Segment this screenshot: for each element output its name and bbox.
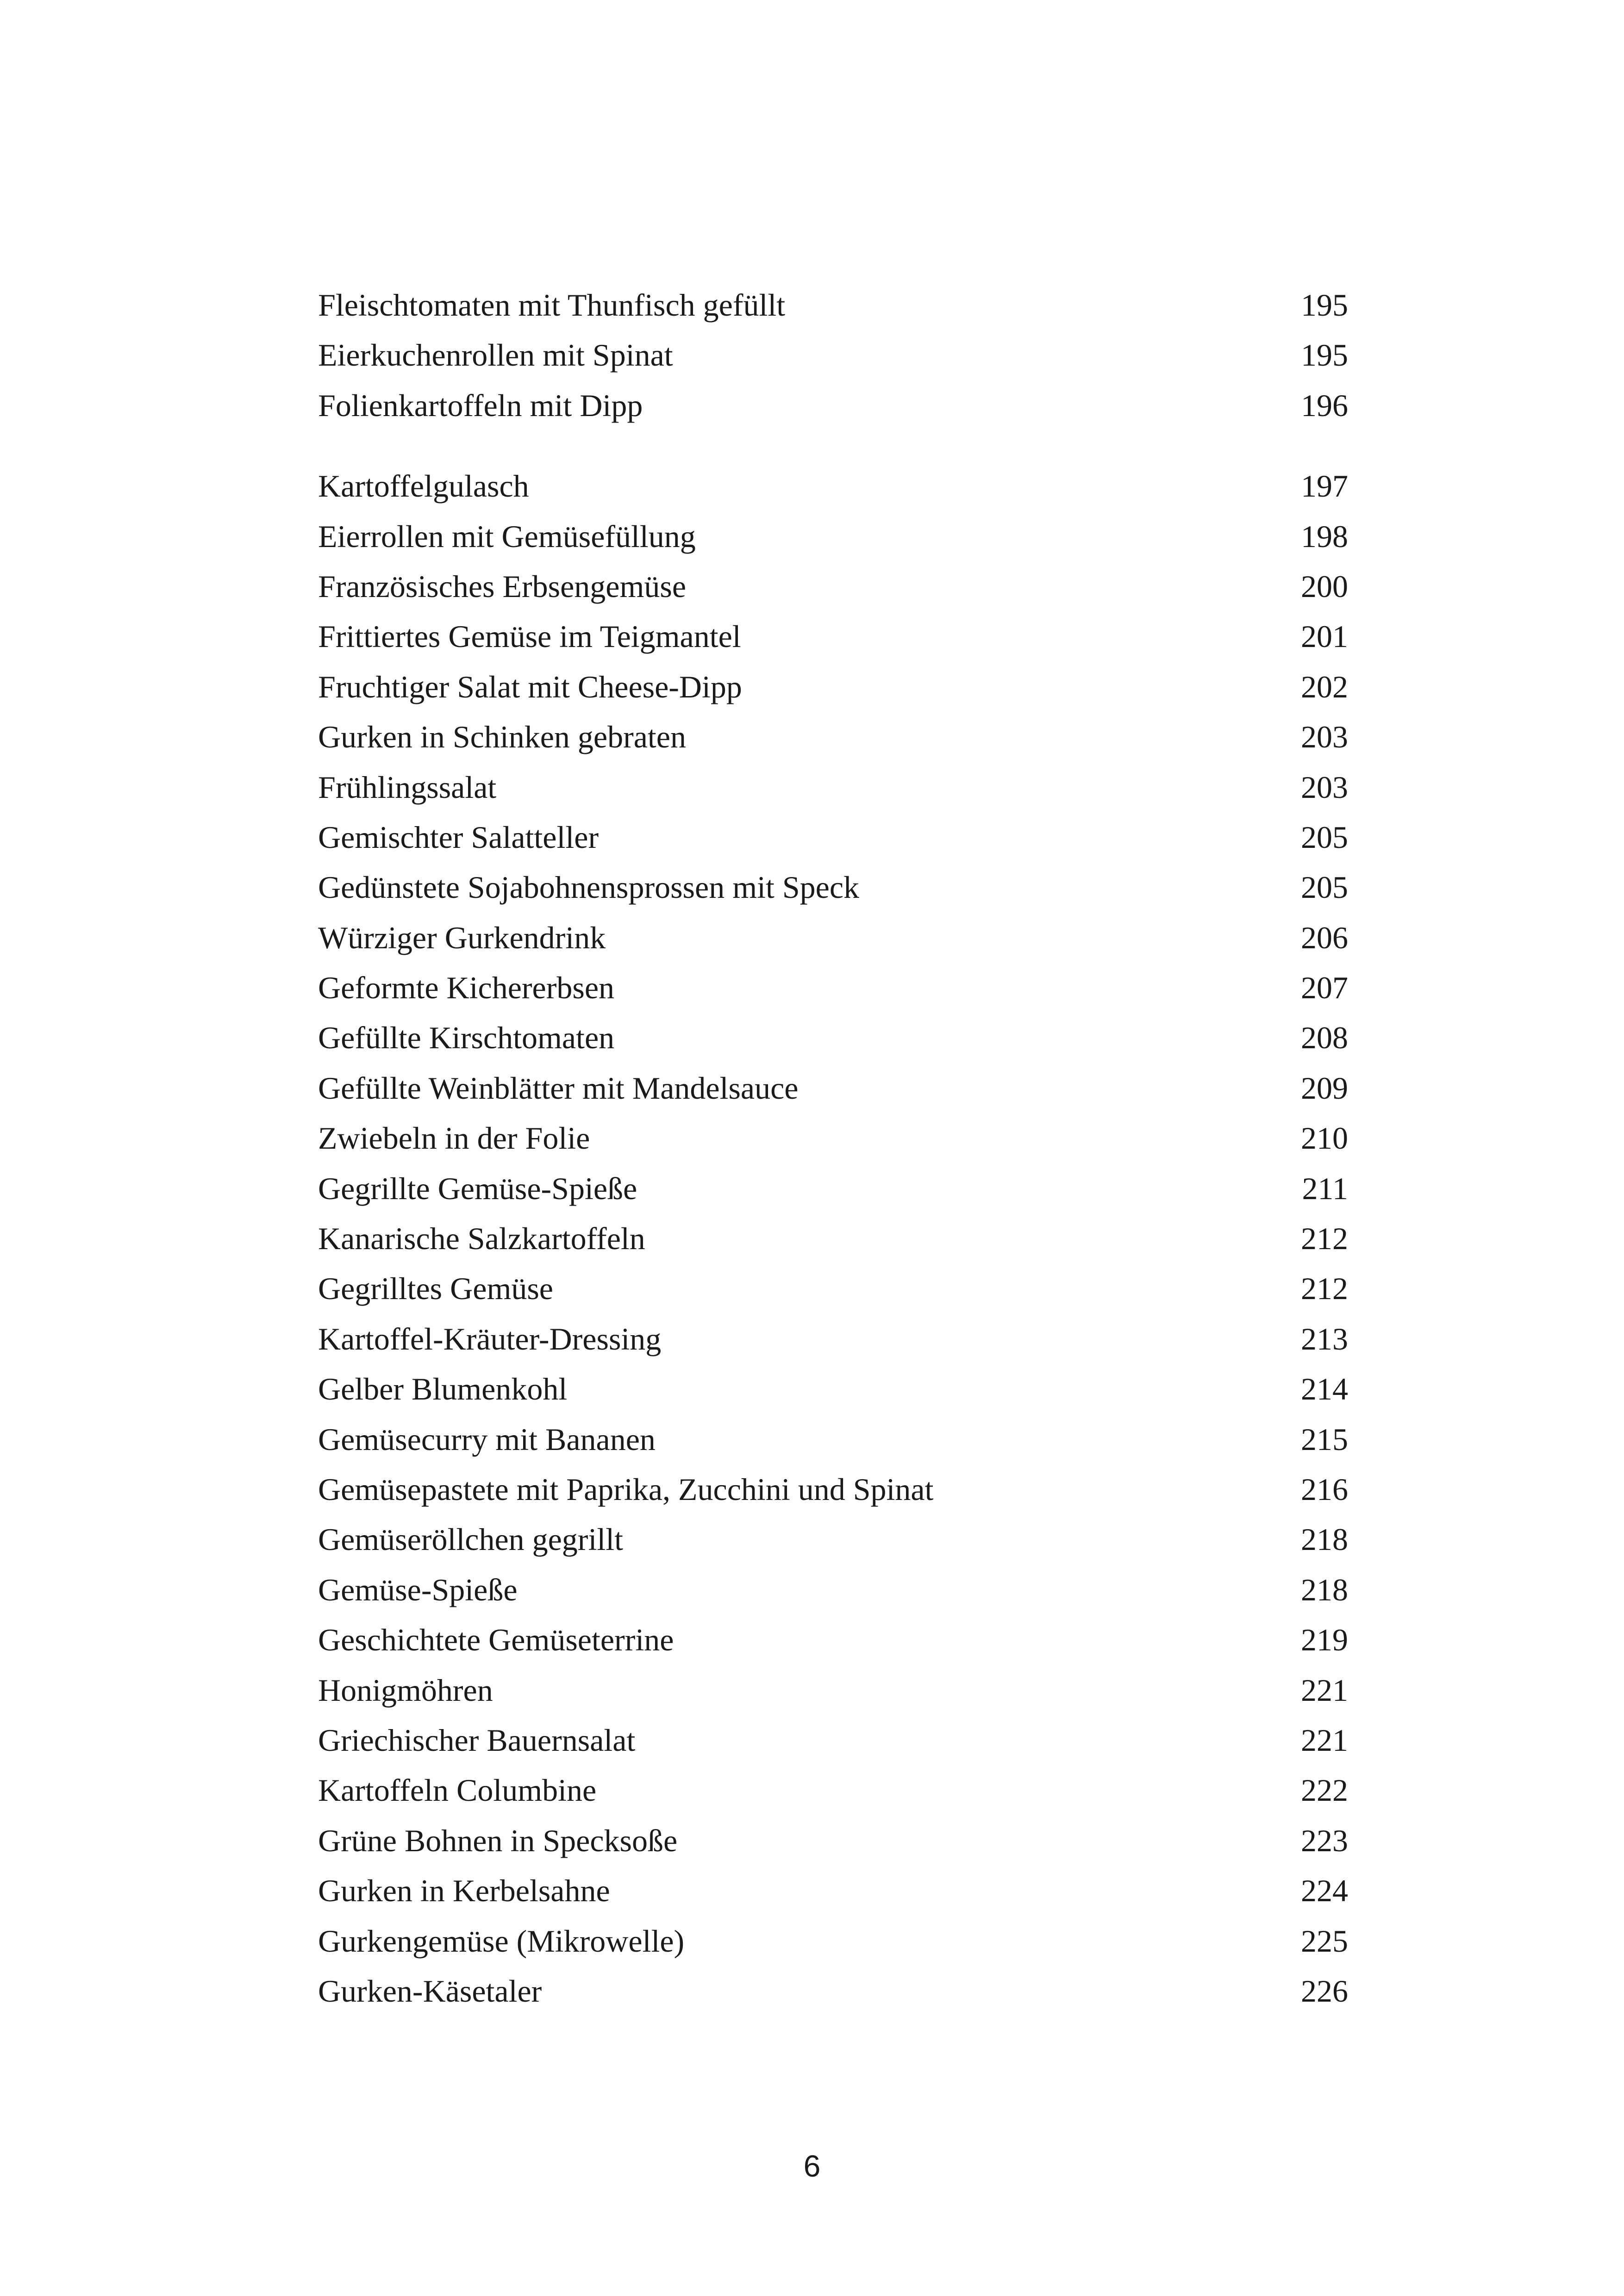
toc-entry-page: 203 xyxy=(1301,769,1348,805)
toc-entry-page: 195 xyxy=(1301,287,1348,323)
toc-entry-title: Geformte Kichererbsen xyxy=(318,970,615,1006)
table-of-contents xyxy=(318,280,1348,2016)
toc-entry-title: Gurkengemüse (Mikrowelle) xyxy=(318,1923,685,1959)
toc-entry-title: Gelber Blumenkohl xyxy=(318,1371,568,1407)
toc-entry-page: 213 xyxy=(1301,1321,1348,1356)
toc-entry xyxy=(318,511,1348,561)
toc-entry-title: Gemüsepastete mit Paprika, Zucchini und Spinat xyxy=(318,1471,934,1507)
toc-entry xyxy=(318,380,1348,430)
toc-entry-title: Kartoffel-Kräuter-Dressing xyxy=(318,1321,662,1356)
toc-entry-title: Frühlingssalat xyxy=(318,769,497,805)
toc-entry-page: 205 xyxy=(1301,819,1348,855)
toc-entry xyxy=(318,611,1348,661)
toc-entry xyxy=(318,561,1348,611)
toc-entry xyxy=(318,1164,1348,1213)
toc-entry-page: 219 xyxy=(1301,1622,1348,1658)
toc-entry-page: 205 xyxy=(1301,870,1348,905)
toc-entry xyxy=(318,461,1348,511)
toc-entry-title: Eierkuchenrollen mit Spinat xyxy=(318,337,673,373)
toc-entry-page: 202 xyxy=(1301,669,1348,704)
toc-entry xyxy=(318,1063,1348,1113)
toc-entry xyxy=(318,1113,1348,1163)
toc-entry xyxy=(318,1665,1348,1715)
toc-entry-page: 212 xyxy=(1301,1221,1348,1257)
toc-entry xyxy=(318,1314,1348,1364)
toc-entry-title: Geschichtete Gemüseterrine xyxy=(318,1622,674,1658)
toc-entry-title: Eierrollen mit Gemüsefüllung xyxy=(318,518,696,554)
toc-entry-page: 223 xyxy=(1301,1823,1348,1858)
toc-entry xyxy=(318,963,1348,1013)
page-number: 6 xyxy=(803,2149,821,2183)
toc-entry xyxy=(318,1715,1348,1765)
toc-entry-page: 222 xyxy=(1301,1773,1348,1808)
toc-entry xyxy=(318,1565,1348,1615)
toc-entry-page: 218 xyxy=(1301,1572,1348,1607)
toc-entry-page: 214 xyxy=(1301,1371,1348,1407)
toc-entry-title: Gefüllte Weinblätter mit Mandelsauce xyxy=(318,1070,799,1106)
toc-entry-page: 224 xyxy=(1301,1873,1348,1909)
toc-entry xyxy=(318,1414,1348,1464)
toc-entry xyxy=(318,913,1348,963)
toc-entry xyxy=(318,1916,1348,1966)
toc-entry-title: Fleischtomaten mit Thunfisch gefüllt xyxy=(318,287,786,323)
toc-entry-title: Gurken in Kerbelsahne xyxy=(318,1873,610,1909)
toc-entry-title: Gemüsecurry mit Bananen xyxy=(318,1421,656,1457)
toc-entry xyxy=(318,762,1348,812)
toc-entry-title: Grüne Bohnen in Specksoße xyxy=(318,1823,678,1858)
toc-entry xyxy=(318,1816,1348,1866)
toc-entry-title: Zwiebeln in der Folie xyxy=(318,1120,590,1156)
toc-entry xyxy=(318,1013,1348,1063)
toc-entry-title: Gegrillte Gemüse-Spieße xyxy=(318,1170,637,1206)
toc-entry-page: 196 xyxy=(1301,387,1348,423)
toc-entry-title: Folienkartoffeln mit Dipp xyxy=(318,387,643,423)
toc-entry-page: 221 xyxy=(1301,1722,1348,1758)
toc-entry-page: 206 xyxy=(1301,920,1348,955)
toc-entry xyxy=(318,1364,1348,1414)
toc-entry-page: 226 xyxy=(1301,1973,1348,2009)
toc-entry xyxy=(318,1866,1348,1916)
toc-entry xyxy=(318,1263,1348,1313)
toc-entry xyxy=(318,1615,1348,1665)
toc-entry xyxy=(318,1213,1348,1263)
toc-entry-title: Kanarische Salzkartoffeln xyxy=(318,1221,645,1257)
toc-entry-page: 221 xyxy=(1301,1672,1348,1708)
toc-entry-title: Französisches Erbsengemüse xyxy=(318,568,687,604)
toc-entry-title: Griechischer Bauernsalat xyxy=(318,1722,636,1758)
toc-entry-page: 212 xyxy=(1301,1271,1348,1307)
toc-entry xyxy=(318,1514,1348,1564)
toc-entry-page: 197 xyxy=(1301,468,1348,504)
toc-entry xyxy=(318,280,1348,330)
toc-entry xyxy=(318,712,1348,762)
toc-entry-title: Gemüseröllchen gegrillt xyxy=(318,1522,624,1557)
toc-entry-title: Gurken in Schinken gebraten xyxy=(318,719,686,755)
toc-entry-page: 200 xyxy=(1301,568,1348,604)
toc-entry-title: Gefüllte Kirschtomaten xyxy=(318,1020,615,1056)
toc-entry xyxy=(318,1464,1348,1514)
toc-entry-page: 211 xyxy=(1302,1170,1348,1206)
toc-entry xyxy=(318,862,1348,912)
toc-entry-page: 215 xyxy=(1301,1421,1348,1457)
toc-entry-page: 209 xyxy=(1301,1070,1348,1106)
toc-entry-title: Gegrilltes Gemüse xyxy=(318,1271,553,1307)
toc-entry xyxy=(318,330,1348,380)
toc-entry-title: Honigmöhren xyxy=(318,1672,493,1708)
toc-entry-page: 210 xyxy=(1301,1120,1348,1156)
toc-entry xyxy=(318,662,1348,712)
toc-entry-page: 225 xyxy=(1301,1923,1348,1959)
toc-entry xyxy=(318,812,1348,862)
toc-entry-page: 218 xyxy=(1301,1522,1348,1557)
toc-entry-page: 208 xyxy=(1301,1020,1348,1056)
toc-entry-title: Gemüse-Spieße xyxy=(318,1572,518,1607)
toc-entry-title: Gurken-Käsetaler xyxy=(318,1973,542,2009)
toc-entry-title: Kartoffelgulasch xyxy=(318,468,529,504)
toc-entry-title: Frittiertes Gemüse im Teigmantel xyxy=(318,619,741,654)
toc-entry-page: 201 xyxy=(1301,619,1348,654)
toc-entry-page: 203 xyxy=(1301,719,1348,755)
toc-entry-title: Gemischter Salatteller xyxy=(318,819,599,855)
toc-entry-page: 198 xyxy=(1301,518,1348,554)
toc-entry xyxy=(318,1765,1348,1815)
toc-entry-title: Gedünstete Sojabohnensprossen mit Speck xyxy=(318,870,860,905)
toc-entry-title: Würziger Gurkendrink xyxy=(318,920,606,955)
toc-entry-page: 207 xyxy=(1301,970,1348,1006)
toc-entry-title: Fruchtiger Salat mit Cheese-Dipp xyxy=(318,669,742,704)
toc-entry-page: 195 xyxy=(1301,337,1348,373)
toc-entry xyxy=(318,1966,1348,2016)
toc-entry-page: 216 xyxy=(1301,1471,1348,1507)
toc-entry-title: Kartoffeln Columbine xyxy=(318,1773,597,1808)
